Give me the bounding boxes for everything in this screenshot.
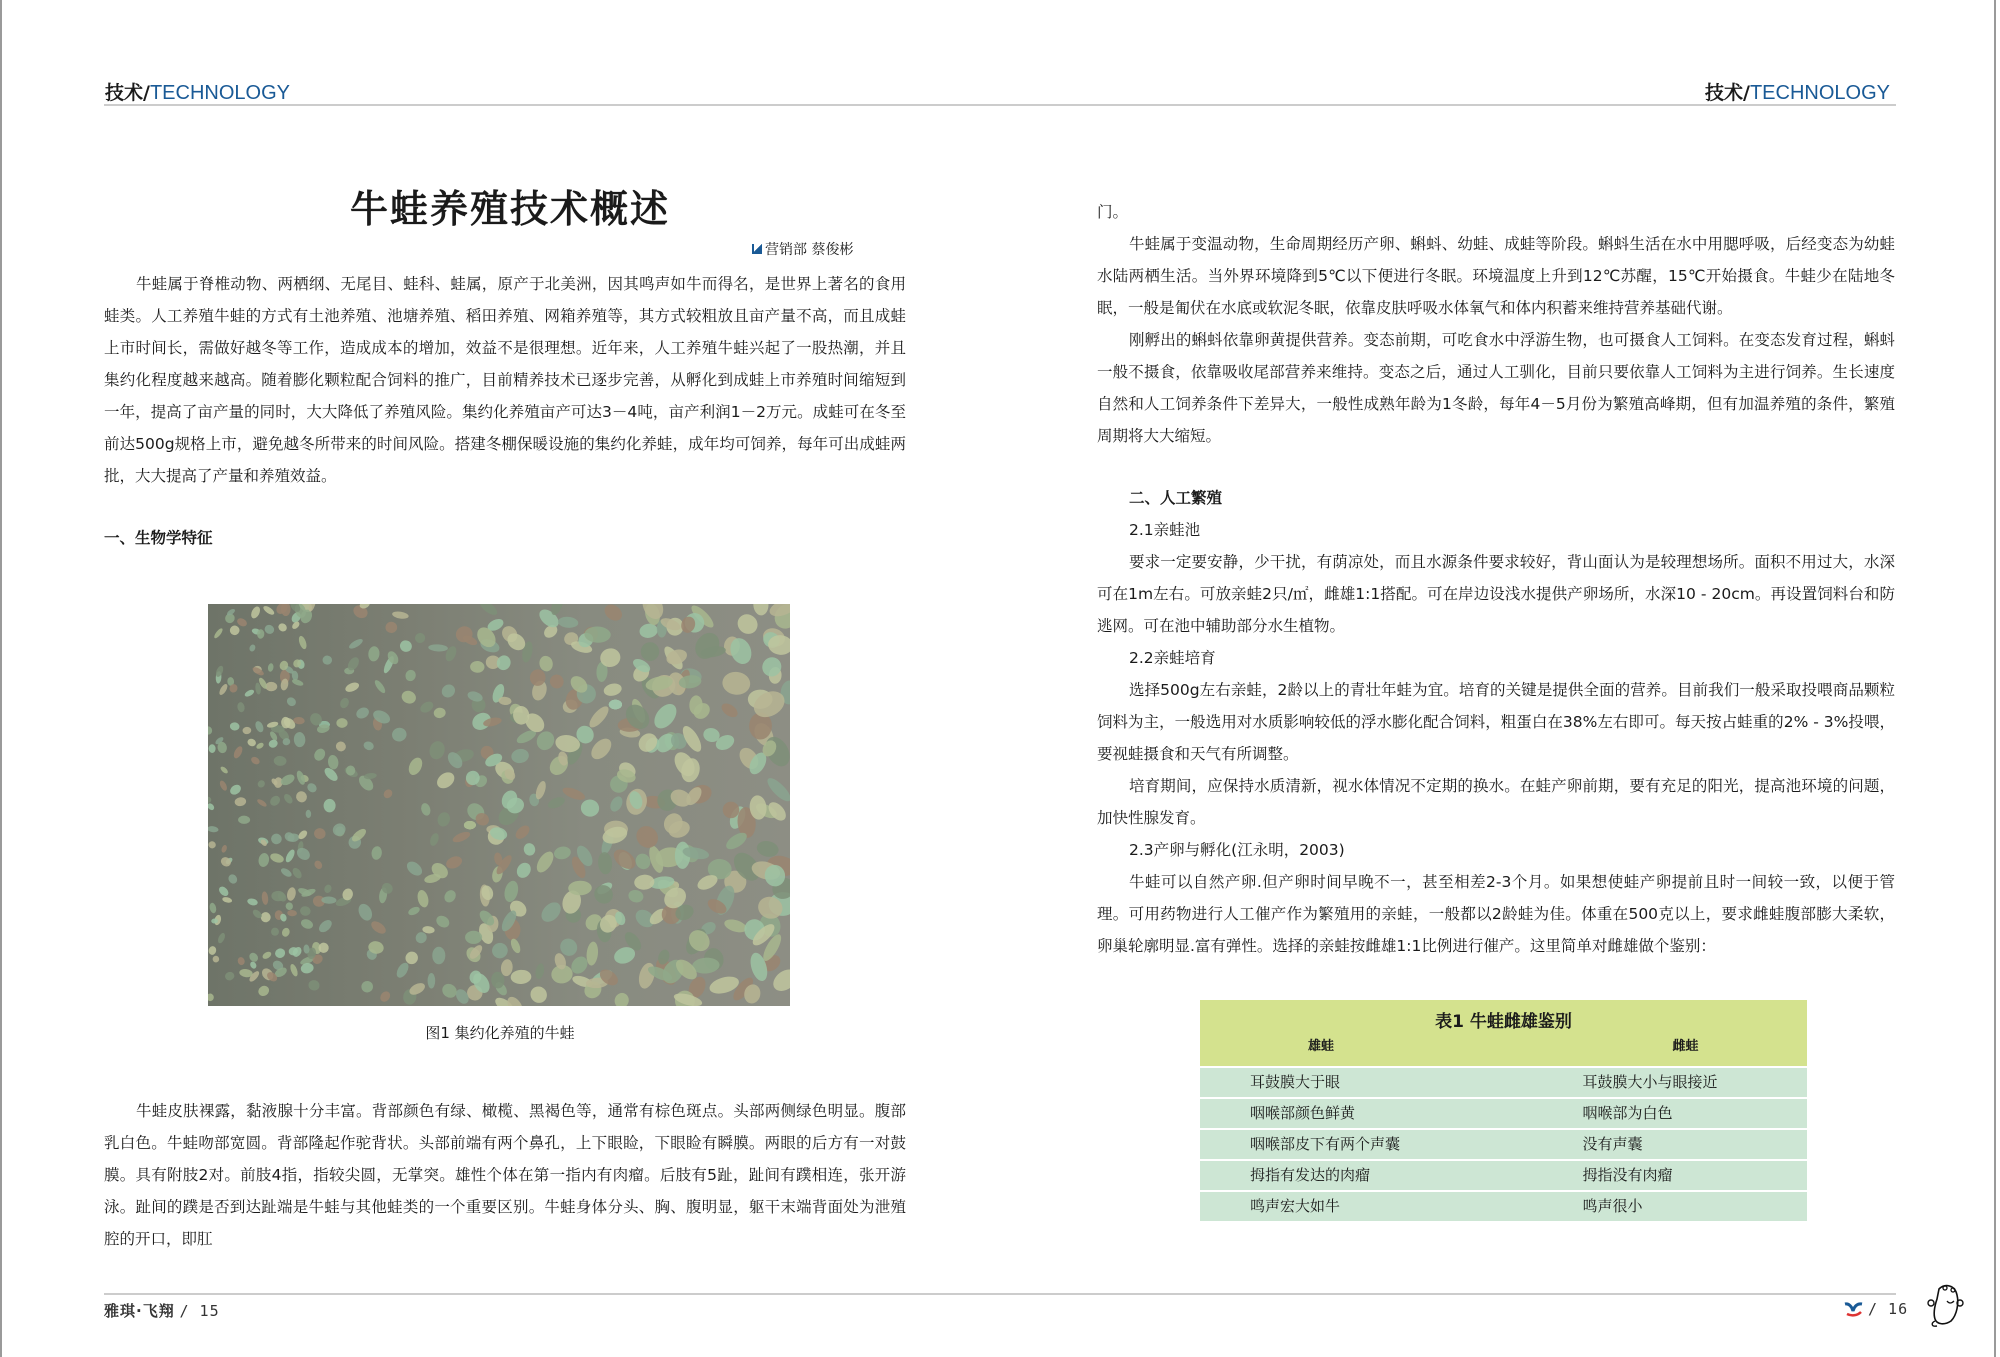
frog-shape xyxy=(513,823,532,842)
frog-shape xyxy=(267,663,274,672)
frog-shape xyxy=(322,655,332,665)
frog-shape xyxy=(273,755,286,766)
frog-shape xyxy=(510,748,530,765)
frog-shape xyxy=(208,802,215,811)
frog-shape xyxy=(407,905,421,917)
frog-shape xyxy=(213,627,224,639)
bullfrog-farm-photo xyxy=(208,604,790,1006)
frog-shape xyxy=(490,941,510,961)
frog-shape xyxy=(400,689,418,706)
frog-shape xyxy=(422,926,435,934)
figure-caption: 图1 集约化养殖的牛蛙 xyxy=(425,1024,575,1042)
frog-shape xyxy=(354,705,370,720)
frog-shape xyxy=(285,696,298,708)
section-tag-en: TECHNOLOGY xyxy=(1749,82,1890,104)
frog-shape xyxy=(209,902,218,914)
section-tag-cn: 技术/ xyxy=(1705,82,1750,104)
continuation-text: 门。 xyxy=(1097,203,1129,221)
frog-shape xyxy=(442,888,458,905)
frog-shape xyxy=(208,840,217,850)
table-cell-female: 没有声囊 xyxy=(1582,1135,1643,1153)
frog-shape xyxy=(579,798,600,818)
company-logo-icon xyxy=(1843,1301,1865,1317)
table-cell-female: 耳鼓膜大小与眼接近 xyxy=(1582,1073,1718,1091)
paragraph-2-2b: 培育期间，应保持水质清新，视水体情况不定期的换水。在蛙产卵前期，要有充足的阳光，提高池环境的问题，加快性腺发育。 xyxy=(1097,777,1895,827)
frog-shape xyxy=(561,785,587,802)
frog-shape xyxy=(237,956,246,966)
frog-shape xyxy=(249,960,258,969)
table-title: 表1 牛蛙雌雄鉴别 xyxy=(1435,1012,1572,1032)
frog-shape xyxy=(256,798,268,808)
frog-shape xyxy=(369,919,388,936)
frog-shape xyxy=(639,622,659,639)
frog-shape xyxy=(586,703,611,730)
frog-shape xyxy=(247,897,259,906)
frog-shape xyxy=(557,616,578,629)
frog-shape xyxy=(547,672,566,691)
frog-shape xyxy=(338,696,350,709)
frog-shape xyxy=(440,981,460,1001)
frog-shape xyxy=(546,795,566,811)
frog-shape xyxy=(234,797,247,807)
table-column-headers xyxy=(1200,1036,1807,1066)
frog-shape xyxy=(538,899,565,926)
frog-shape xyxy=(601,604,625,624)
frog-shape xyxy=(219,765,229,774)
frog-shape xyxy=(362,740,375,752)
frog-shape xyxy=(390,726,408,743)
frog-shape xyxy=(502,879,520,903)
section1-heading: 一、生物学特征 xyxy=(104,529,213,547)
frog-shape xyxy=(257,852,270,868)
footer-rule xyxy=(104,1293,1896,1295)
frog-shape xyxy=(608,794,625,813)
frog-shape xyxy=(249,605,261,620)
frog-shape xyxy=(208,945,217,955)
frog-shape xyxy=(236,617,249,628)
frog-shape xyxy=(291,678,304,687)
frog-shape xyxy=(250,755,261,766)
page-number-left: / 15 xyxy=(179,1302,220,1320)
subsection-2-3: 2.3产卵与孵化(江永明，2003) xyxy=(1129,841,1345,859)
life-cycle-paragraph: 牛蛙属于变温动物，生命周期经历产卵、蝌蚪、幼蛙、成蛙等阶段。蝌蚪生活在水中用腮呼吸，后经变态为幼蛙水陆两栖生活。当外界环境降到5℃以下便进行冬眠。环境温度上升到12℃苏醒，15℃开始摄食。牛蛙少在陆地冬眠，一般是匍伏在水底或软泥冬眠，依靠皮肤呼吸水体氧气和体内积蓄来维持营养基础代谢。 xyxy=(1097,235,1895,317)
frog-shape xyxy=(306,810,312,818)
frog-shape xyxy=(433,707,447,719)
frog-shape xyxy=(281,927,291,938)
frog-shape xyxy=(634,874,655,891)
table-cell-male: 咽喉部颜色鲜黄 xyxy=(1250,1104,1356,1122)
frog-shape xyxy=(268,794,282,808)
table-row xyxy=(1200,1130,1807,1159)
frog-shape xyxy=(277,622,289,633)
frog-shape xyxy=(307,979,320,992)
frog-shape xyxy=(413,631,427,645)
frog-shape xyxy=(218,779,228,791)
frog-shape xyxy=(428,973,436,989)
frog-shape xyxy=(269,852,285,865)
frog-shape xyxy=(208,993,214,1002)
frog-shape xyxy=(356,902,375,923)
frog-shape xyxy=(478,604,500,618)
frog-shape xyxy=(324,799,336,812)
frog-shape xyxy=(254,720,265,733)
footer-brand: 雅琪·飞翔 xyxy=(104,1302,175,1320)
frog-shape xyxy=(280,867,294,879)
frog-shape xyxy=(246,737,257,747)
section2-heading: 二、人工繁殖 xyxy=(1129,489,1223,507)
frog-shape xyxy=(219,855,232,868)
author-name: 营销部 蔡俊彬 xyxy=(765,242,854,258)
frog-shape xyxy=(305,781,318,794)
frog-shape xyxy=(317,918,334,935)
frog-shape xyxy=(227,873,239,886)
frog-shape xyxy=(522,842,536,857)
frog-shape xyxy=(248,951,260,963)
frog-shape xyxy=(271,928,279,936)
frog-shape xyxy=(591,881,617,907)
frog-shape xyxy=(300,917,315,930)
frog-shape xyxy=(261,891,269,905)
paragraph-2-2a: 选择500g左右亲蛙，2龄以上的青壮年蛙为宜。培育的关键是提供全面的营养。目前我们一般采取投喂商品颗粒饲料为主，一般选用对水质影响较低的浮水膨化配合饲料，粗蛋白在38%左右即可。每天按占蛙重的2% - 3%投喂，要视蛙摄食和天气有所调整。 xyxy=(1097,681,1895,763)
frog-shape xyxy=(269,832,283,846)
frog-shape xyxy=(242,727,251,735)
frog-shape xyxy=(404,668,417,682)
frog-shape xyxy=(289,963,299,977)
left-column-top xyxy=(104,268,906,554)
frog-shape xyxy=(229,722,240,731)
frog-shape xyxy=(721,670,751,696)
frog-shape xyxy=(208,826,219,833)
frog-shape xyxy=(291,866,304,880)
table-cell-female: 拇指没有肉瘤 xyxy=(1582,1166,1673,1184)
frog-shape xyxy=(262,604,276,616)
frog-shape xyxy=(218,683,229,696)
frog-shape xyxy=(208,744,215,753)
frog-shape xyxy=(294,789,309,804)
frog-shape xyxy=(248,644,256,653)
table-cell-male: 耳鼓膜大于眼 xyxy=(1250,1073,1341,1091)
table-cell-female: 咽喉部为白色 xyxy=(1582,1104,1673,1122)
frog-shape xyxy=(293,732,305,748)
frog-shape xyxy=(284,901,294,911)
frog-shape xyxy=(418,699,435,714)
frog-shape xyxy=(394,961,411,980)
frog-shape xyxy=(527,983,550,1006)
frog-shape xyxy=(392,610,410,619)
column-header-female: 雌蛙 xyxy=(1672,1039,1699,1054)
section-tag-en: TECHNOLOGY xyxy=(149,82,290,104)
page-number-right: / 16 xyxy=(1868,1300,1909,1318)
frog-shape xyxy=(639,640,661,662)
frog-shape xyxy=(217,932,227,944)
frog-shape xyxy=(238,816,250,824)
frog-shape xyxy=(406,755,425,777)
frog-shape xyxy=(553,845,572,861)
frog-shape xyxy=(427,739,446,761)
page-edge-left xyxy=(0,0,2,1357)
section-tag-right xyxy=(1705,78,1890,105)
frog-shape xyxy=(368,646,380,662)
frog-shape xyxy=(378,989,392,1003)
frog-shape xyxy=(313,859,324,870)
mascot-icon xyxy=(1925,1281,1965,1329)
paragraph-2-1: 要求一定要安静，少干扰，有荫凉处，而且水源条件要求较好，背山面认为是较理想场所。面积不用过大，水深可在1m左右。可放亲蛙2只/㎡，雌雄1:1搭配。可在岸边设浅水提供产卵场所，水深10 - 20cm。再设置饲料台和防逃网。可在池中辅助部分水生植物。 xyxy=(1097,553,1895,635)
frog-shape xyxy=(753,604,769,616)
footer-right xyxy=(1843,1300,1908,1318)
frog-shape xyxy=(533,849,556,876)
table-row xyxy=(1200,1161,1807,1190)
frog-shape xyxy=(373,679,387,695)
frog-shape xyxy=(274,947,287,960)
frog-shape xyxy=(382,788,394,800)
frog-shape xyxy=(313,827,326,840)
frog-shape xyxy=(420,802,432,817)
frog-shape xyxy=(428,644,448,652)
frog-shape xyxy=(509,937,522,954)
frog-shape xyxy=(344,681,360,694)
frog-shape xyxy=(534,963,545,980)
author-line xyxy=(752,239,853,259)
frog-shape xyxy=(284,848,296,863)
frog-shape xyxy=(312,747,327,763)
table-cell-male: 拇指有发达的肉瘤 xyxy=(1250,1166,1371,1184)
frog-shape xyxy=(465,931,482,944)
frog-shape xyxy=(434,913,451,930)
subsection-2-2: 2.2亲蛙培育 xyxy=(1129,649,1216,667)
frog-shape xyxy=(398,638,414,654)
frog-shape xyxy=(755,839,780,859)
frog-shape xyxy=(432,947,445,965)
frog-shape xyxy=(348,637,365,650)
tadpole-paragraph: 刚孵出的蝌蚪依靠卵黄提供营养。变态前期，可吃食水中浮游生物，也可摄食人工饲料。在变态发育过程，蝌蚪一般不摄食，依靠吸收尾部营养来维持。变态之后，通过人工驯化，目前只要依靠人工饲料为主进行饲养。生长速度自然和人工饲养条件下差异大，一般性成熟年龄为1冬龄，每年4－5月份为繁殖高峰期，但有加温养殖的条件，繁殖周期将大大缩短。 xyxy=(1097,331,1895,445)
frog-shape xyxy=(244,688,256,698)
frog-shape xyxy=(261,950,272,960)
frog-shape xyxy=(444,854,464,871)
frog-shape xyxy=(255,742,264,750)
frog-shape xyxy=(723,917,748,935)
frog-shape xyxy=(428,832,440,847)
column-header-male: 雄蛙 xyxy=(1308,1039,1335,1054)
frog-shape xyxy=(212,955,220,963)
frog-shape xyxy=(495,653,513,672)
frog-shape xyxy=(256,984,271,998)
frog-shape xyxy=(439,682,458,700)
frog-shape xyxy=(336,718,347,728)
frog-shape xyxy=(632,822,663,853)
frog-shape xyxy=(434,769,458,792)
frog-shape xyxy=(286,886,297,901)
frog-shape xyxy=(371,846,383,861)
frog-shape xyxy=(228,783,243,797)
frog-shape xyxy=(208,796,212,804)
frog-shape xyxy=(217,885,230,898)
frog-shape xyxy=(597,851,613,874)
frog-shape xyxy=(260,911,272,923)
right-column xyxy=(1097,196,1895,962)
frog-shape xyxy=(222,896,233,903)
frog-shape xyxy=(224,971,236,982)
frog-shape xyxy=(719,701,740,720)
frog-shape xyxy=(208,726,213,736)
left-column-bottom xyxy=(104,1095,906,1255)
table-row xyxy=(1200,1099,1807,1128)
frog-shape xyxy=(514,860,533,880)
page-edge-right xyxy=(1994,0,1996,1357)
frog-shape xyxy=(268,738,279,749)
frog-shape xyxy=(603,682,623,698)
frog-shape xyxy=(282,792,294,805)
bio-paragraph: 牛蛙皮肤裸露，黏液腺十分丰富。背部颜色有绿、橄榄、黑褐色等，通常有棕色斑点。头部两侧绿色明显。腹部乳白色。牛蛙吻部宽圆。背部隆起作驼背状。头部前端有两个鼻孔，上下眼睑，下眼睑有瞬膜。两眼的后方有一对鼓膜。具有附肢2对。前肢4指，指较尖圆，无掌突。雄性个体在第一指内有肉瘤。后肢有5趾，趾间有蹼相连，张开游泳。趾间的蹼是否到达趾端是牛蛙与其他蛙类的一个重要区别。牛蛙身体分头、胸、腹明显，躯干末端背面处为泄殖腔的开口，即肛 xyxy=(104,1102,906,1248)
frog-shape xyxy=(404,859,424,879)
frog-shape xyxy=(627,888,645,904)
frog-shape xyxy=(764,775,790,805)
frog-shape xyxy=(510,969,531,984)
table-cell-male: 咽喉部皮下有两个声囊 xyxy=(1250,1135,1401,1153)
frog-shape xyxy=(232,745,244,760)
paragraph-2-3: 牛蛙可以自然产卵.但产卵时间早晚不一，甚至相差2-3个月。如果想使蛙产卵提前且时一间较一致，以便于管理。可用药物进行人工催产作为繁殖用的亲蛙，一般都以2龄蛙为佳。体重在500克以上，要求雌蛙腹部膨大柔软，卵巢轮廓明显.富有弹性。选择的亲蛙按雌雄1:1比例进行催产。这里简单对雌雄做个鉴别： xyxy=(1097,873,1895,955)
corner-triangle-icon xyxy=(752,244,762,254)
frog-shape xyxy=(361,981,373,993)
article-title: 牛蛙养殖技术概述 xyxy=(349,187,670,231)
frog-shape xyxy=(334,740,348,754)
frog-shape xyxy=(263,623,276,635)
frog-shape xyxy=(256,779,266,789)
table-cell-male: 鸣声宏大如牛 xyxy=(1250,1197,1341,1215)
frog-shape xyxy=(436,811,452,829)
table-row xyxy=(1200,1192,1807,1221)
frog-shape xyxy=(734,610,762,638)
frog-shape xyxy=(323,884,333,894)
frog-shape xyxy=(650,700,681,733)
section-tag-cn: 技术/ xyxy=(105,82,150,104)
frog-shape xyxy=(221,844,228,853)
frog-shape xyxy=(613,991,631,1006)
frog-shape xyxy=(330,821,348,838)
photo-frogs-svg xyxy=(208,604,790,1006)
header-rule xyxy=(104,104,1896,106)
frog-shape xyxy=(416,889,430,909)
frog-shape xyxy=(451,830,471,845)
section-tag-left xyxy=(105,78,290,105)
footer-left xyxy=(104,1300,220,1321)
frog-shape xyxy=(297,635,308,650)
frog-shape xyxy=(299,905,311,917)
subsection-2-1: 2.1亲蛙池 xyxy=(1129,521,1201,539)
frog-shape xyxy=(228,624,241,637)
sex-identification-table xyxy=(1200,1000,1807,1221)
frog-shape xyxy=(237,702,246,713)
frog-shape xyxy=(690,628,724,663)
frog-shape xyxy=(287,910,297,917)
intro-paragraph: 牛蛙属于脊椎动物、两栖纲、无尾目、蛙科、蛙属，原产于北美洲，因其鸣声如牛而得名，是世界上著名的食用蛙类。人工养殖牛蛙的方式有土池养殖、池塘养殖、稻田养殖、网箱养殖等，其方式较粗放且亩产量不高，而且成蛙上市时间长，需做好越冬等工作，造成成本的增加，效益不是很理想。近年来，人工养殖牛蛙兴起了一股热潮，并且集约化程度越来越高。随着膨化颗粒配合饲料的推广，目前精养技术已逐步完善，从孵化到成蛙上市养殖时间缩短到一年，提高了亩产量的同时，大大降低了养殖风险。集约化养殖亩产可达3－4吨，亩产利润1－2万元。成蛙可在冬至前达500g规格上市，避免越冬所带来的时间风险。搭建冬棚保暖设施的集约化养蛙，成年均可饲养，每年可出成蛙两批，大大提高了产量和养殖效益。 xyxy=(104,275,906,485)
frog-shape xyxy=(327,754,339,770)
frog-shape xyxy=(470,661,485,673)
frog-shape xyxy=(585,941,599,966)
table-cell-female: 鸣声很小 xyxy=(1582,1197,1643,1215)
frog-shape xyxy=(385,622,397,634)
table-header xyxy=(1200,1000,1807,1066)
frog-shape xyxy=(295,845,313,862)
table-row xyxy=(1200,1068,1807,1097)
